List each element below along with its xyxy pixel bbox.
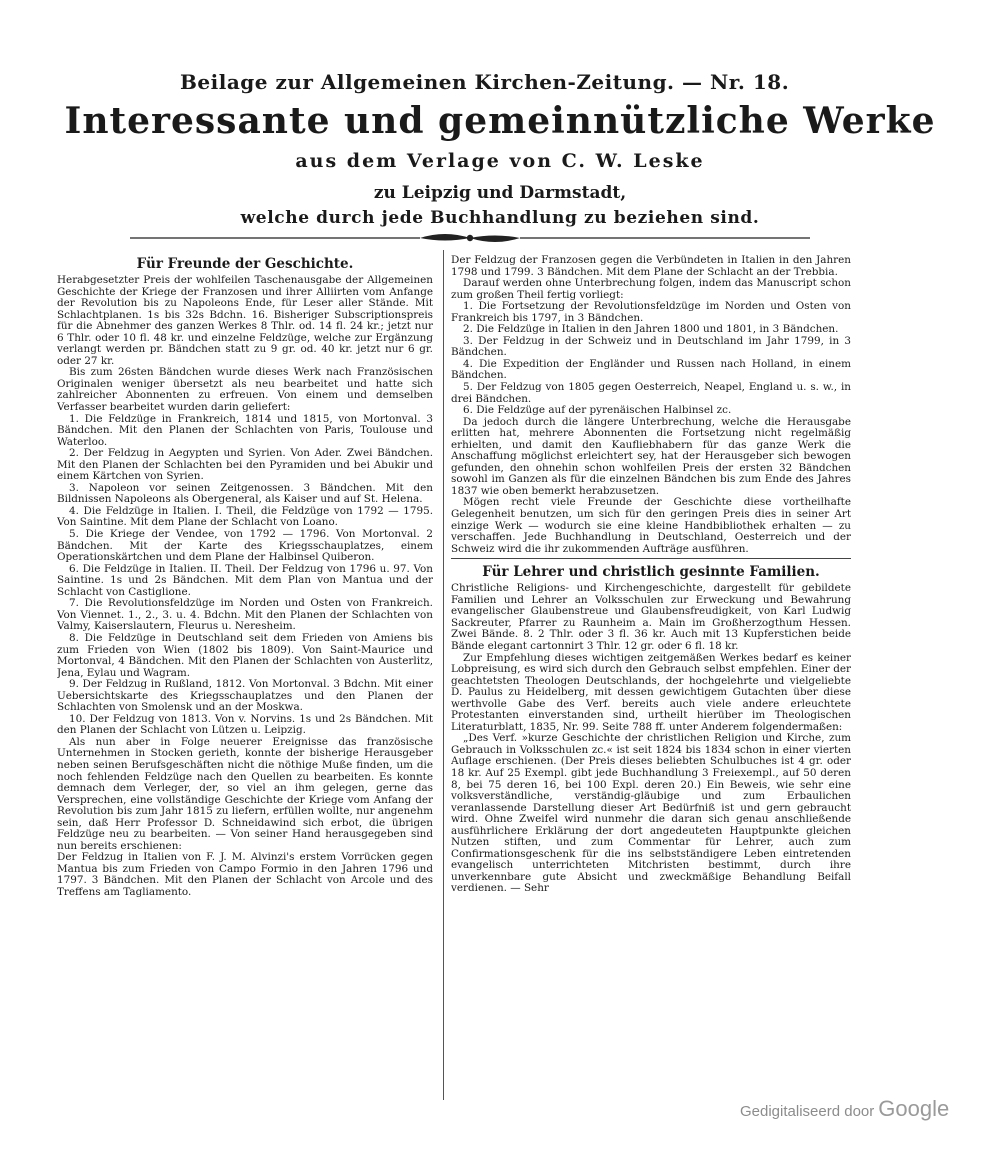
ornamental-divider: [70, 230, 870, 246]
list-item: 5. Die Kriege der Vendee, von 1792 — 1796. Von Mortonval. 2 Bändchen. Mit der Karte des Kriegsschauplatzes, einem Operationskärtchen und dem Plane der Halbinsel Quiberon.: [57, 528, 433, 564]
list-item: 3. Napoleon vor seinen Zeitgenossen. 3 Bändchen. Mit den Bildnissen Napoleons als Obergeneral, als Kaiser und auf St. Helena.: [57, 481, 433, 506]
paragraph: Christliche Religions- und Kirchengeschichte, dargestellt für gebildete Familien und Lehrer an Volksschulen zur Erweckung und Bewahrung evangelischer Glaubenstreue und Glaubensfreudigkeit, von Karl Ludwig Sackreuter, Pfarrer zu Raunheim a. Main im Großherzogthum Hessen. Zwei Bände. 8. 2 Thlr. oder 3 fl. 36 kr. Auch mit 13 Kupferstichen beide Bände elegant cartonnirt 3 Thlr. 12 gr. oder 6 fl. 18 kr.: [451, 582, 851, 652]
place-line: zu Leipzig und Darmstadt,: [373, 183, 627, 203]
paragraph: Zur Empfehlung dieses wichtigen zeitgemäßen Werkes bedarf es keiner Lobpreisung, es wird sich durch den Gebrauch selbst empfehlen. Einer der geachtetsten Theologen Deutschlands, der hochgelehrte und vielgeliebte D. Paulus zu Heidelberg, mit dessen gewichtigem Gutachten über diese werthvolle Gabe des Verf. bereits auch viele andere erleuchtete Protestanten einverstanden sind, urtheilt hierüber im Theologischen Literaturblatt, 1835, Nr. 99. Seite 788 ff. unter Anderem folgendermaßen:: [451, 651, 851, 733]
list-item: 6. Die Feldzüge auf der pyrenäischen Halbinsel zc.: [463, 404, 732, 417]
watermark-brand: Google: [878, 1096, 950, 1121]
paragraph: Da jedoch durch die längere Unterbrechung, welche die Herausgabe erlitten hat, mehrere Abonnenten die Fortsetzung nicht regelmäßig erhielten, und damit den Kaufliebhabern für das ganze Werk die Anschaffung möglichst erleichtert sey, hat der Herausgeber sich bewogen gefunden, den ohnehin schon wohlfeilen Preis der ersten 32 Bändchen sowohl im Ganzen als für die einzelnen Bändchen bis zum Ende des Jahres 1837 wie oben bemerkt herabzusetzen.: [451, 415, 851, 497]
digitization-watermark: [740, 1096, 949, 1122]
running-head: Beilage zur Allgemeinen Kirchen-Zeitung. — Nr. 18.: [180, 70, 790, 94]
list-item: 4. Die Expedition der Engländer und Russen nach Holland, in einem Bändchen.: [451, 357, 851, 382]
paragraph: Mögen recht viele Freunde der Geschichte diese vortheilhafte Gelegenheit benutzen, um sich für den geringen Preis dies in seiner Art einzige Werk — wodurch sie eine kleine Handbibliothek erhalten — zu verschaffen. Jede Buchhandlung in Deutschland, Oesterreich und der Schweiz wird die ihr zukommenden Aufträge ausführen.: [451, 496, 851, 555]
availability-line: welche durch jede Buchhandlung zu beziehen sind.: [240, 208, 760, 228]
paragraph: Darauf werden ohne Unterbrechung folgen, indem das Manuscript schon zum großen Theil fertig vorliegt:: [451, 277, 851, 301]
section-heading-teachers: Für Lehrer und christlich gesinnte Familien.: [451, 558, 851, 581]
left-column: [57, 255, 433, 1115]
paragraph: Der Feldzug der Franzosen gegen die Verbündeten in Italien in den Jahren 1798 und 1799. 3 Bändchen. Mit dem Plane der Schlacht an der Trebbia.: [451, 255, 851, 278]
publisher-line: aus dem Verlage von C. W. Leske: [295, 150, 705, 172]
list-item: 7. Die Revolutionsfeldzüge im Norden und Osten von Frankreich. Von Viennet. 1., 2., 3. u. 4. Bdchn. Mit den Planen der Schlachten von Valmy, Kaiserslautern, Fleurus u. Neresheim.: [57, 597, 433, 633]
list-item: 10. Der Feldzug von 1813. Von v. Norvins. 1s und 2s Bändchen. Mit den Planen der Schlacht von Lützen u. Leipzig.: [57, 712, 433, 737]
paragraph: Als nun aber in Folge neuerer Ereignisse das französische Unternehmen in Stocken gerieth, konnte der bisherige Herausgeber neben seinen Berufsgeschäften nicht die nöthige Muße finden, um die noch fehlenden Feldzüge nach den Quellen zu bearbeiten. Es konnte demnach dem Verleger, der, so viel an ihm gelegen, gerne das Versprechen, eine vollständige Geschichte der Kriege vom Anfang der Revolution bis zum Jahr 1815 zu liefern, erfüllen wollte, nur angenehm sein, daß Herr Professor D. Schneidawind sich erbot, die übrigen Feldzüge neu zu bearbeiten. — Von seiner Hand herausgegeben sind nun bereits erschienen:: [57, 735, 433, 852]
list-item: 1. Die Fortsetzung der Revolutionsfeldzüge im Norden und Osten von Frankreich bis 1797, in 3 Bändchen.: [451, 300, 851, 324]
list-item: 3. Der Feldzug in der Schweiz und in Deutschland im Jahr 1799, in 3 Bändchen.: [451, 334, 851, 359]
list-item: 2. Die Feldzüge in Italien in den Jahren 1800 und 1801, in 3 Bändchen.: [463, 323, 839, 336]
paragraph: Herabgesetzter Preis der wohlfeilen Taschenausgabe der Allgemeinen Geschichte der Kriege der Franzosen und ihrer Alliirten vom Anfange der Revolution bis zu Napoleons Ende, für Leser aller Stände. Mit Schlachtplanen. 1s bis 32s Bdchn. 16. Bisheriger Subscriptionspreis für die Abnehmer des ganzen Werkes 8 Thlr. od. 14 fl. 24 kr.; jetzt nur 6 Thlr. oder 10 fl. 48 kr. und einzelne Feldzüge, welche zur Ergänzung verlangt werden pr. Bändchen statt zu 9 gr. od. 40 kr. jetzt nur 6 gr. oder 27 kr.: [57, 274, 433, 367]
list-item: 9. Der Feldzug in Rußland, 1812. Von Mortonval. 3 Bdchn. Mit einer Uebersichtskarte des Kriegsschauplatzes und den Planen der Schlachten von Smolensk und an der Moskwa.: [57, 678, 433, 714]
list-item: 4. Die Feldzüge in Italien. I. Theil, die Feldzüge von 1792 — 1795. Von Saintine. Mit dem Plane der Schlacht von Loano.: [57, 504, 433, 529]
list-item: 5. Der Feldzug von 1805 gegen Oesterreich, Neapel, England u. s. w., in drei Bändchen.: [451, 381, 851, 405]
paragraph: „Des Verf. »kurze Geschichte der christlichen Religion und Kirche, zum Gebrauch in Volksschulen zc.« ist seit 1824 bis 1834 schon in einer vierten Auflage erschienen. (Der Preis dieses beliebten Schulbuches ist 4 gr. oder 18 kr. Auf 25 Exempl. gibt jede Buchhandlung 3 Freiexempl., auf 50 deren 8, bei 75 deren 16, bei 100 Expl. deren 20.) Ein Beweis, wie sehr eine volksverständliche, verständig-gläubige und zum Erbaulichen veranlassende Darstellung dieser Art Bedürfniß ist und gern gebraucht wird. Ohne Zweifel wird nunmehr die daran sich genau anschließende ausführlichere Erklärung der dort angedeuteten Hauptpunkte gleichen Nutzen stiften, und zum Commentar für Lehrer, auch zum Confirmationsgeschenk für die ins selbstständigere Leben eintretenden evangelisch unterrichteten Mitchristen bestimmt, durch ihre unverkennbare gute Absicht und zweckmäßige Behandlung Beifall verdienen. — Sehr: [451, 732, 851, 895]
list-item: 6. Die Feldzüge in Italien. II. Theil. Der Feldzug von 1796 u. 97. Von Saintine. 1s und 2s Bändchen. Mit dem Plan von Mantua und der Schlacht von Castiglione.: [57, 562, 433, 598]
list-item: 1. Die Feldzüge in Frankreich, 1814 und 1815, von Mortonval. 3 Bändchen. Mit den Planen der Schlachten von Paris, Toulouse und Waterloo.: [57, 412, 433, 448]
paragraph: Der Feldzug in Italien von F. J. M. Alvinzi's erstem Vorrücken gegen Mantua bis zum Frieden von Campo Formio in den Jahren 1796 und 1797. 3 Bändchen. Mit den Planen der Schlacht von Arcole und des Treffens am Tagliamento.: [57, 851, 433, 898]
column-rule: [443, 250, 444, 1100]
watermark-prefix: Gedigitaliseerd door: [740, 1103, 875, 1120]
list-item: 8. Die Feldzüge in Deutschland seit dem Frieden von Amiens bis zum Frieden von Wien (1802 bis 1809). Von Saint-Maurice und Mortonval, 4 Bändchen. Mit den Planen der Schlachten von Austerlitz, Jena, Eylau und Wagram.: [57, 631, 433, 679]
section-heading-history: Für Freunde der Geschichte.: [136, 256, 354, 272]
list-item: 2. Der Feldzug in Aegypten und Syrien. Von Ader. Zwei Bändchen. Mit den Planen der Schlachten bei den Pyramiden und bei Abukir und einem Kärtchen von Syrien.: [57, 447, 433, 483]
page-title: Interessante und gemeinnützliche Werke: [64, 100, 936, 142]
right-column: [451, 255, 851, 1115]
paragraph: Bis zum 26sten Bändchen wurde dieses Werk nach Französischen Originalen weniger übersetzt als neu bearbeitet und hatte sich zahlreicher Abonnenten zu erfreuen. Von einem und demselben Verfasser bearbeitet wurden darin geliefert:: [57, 366, 433, 414]
